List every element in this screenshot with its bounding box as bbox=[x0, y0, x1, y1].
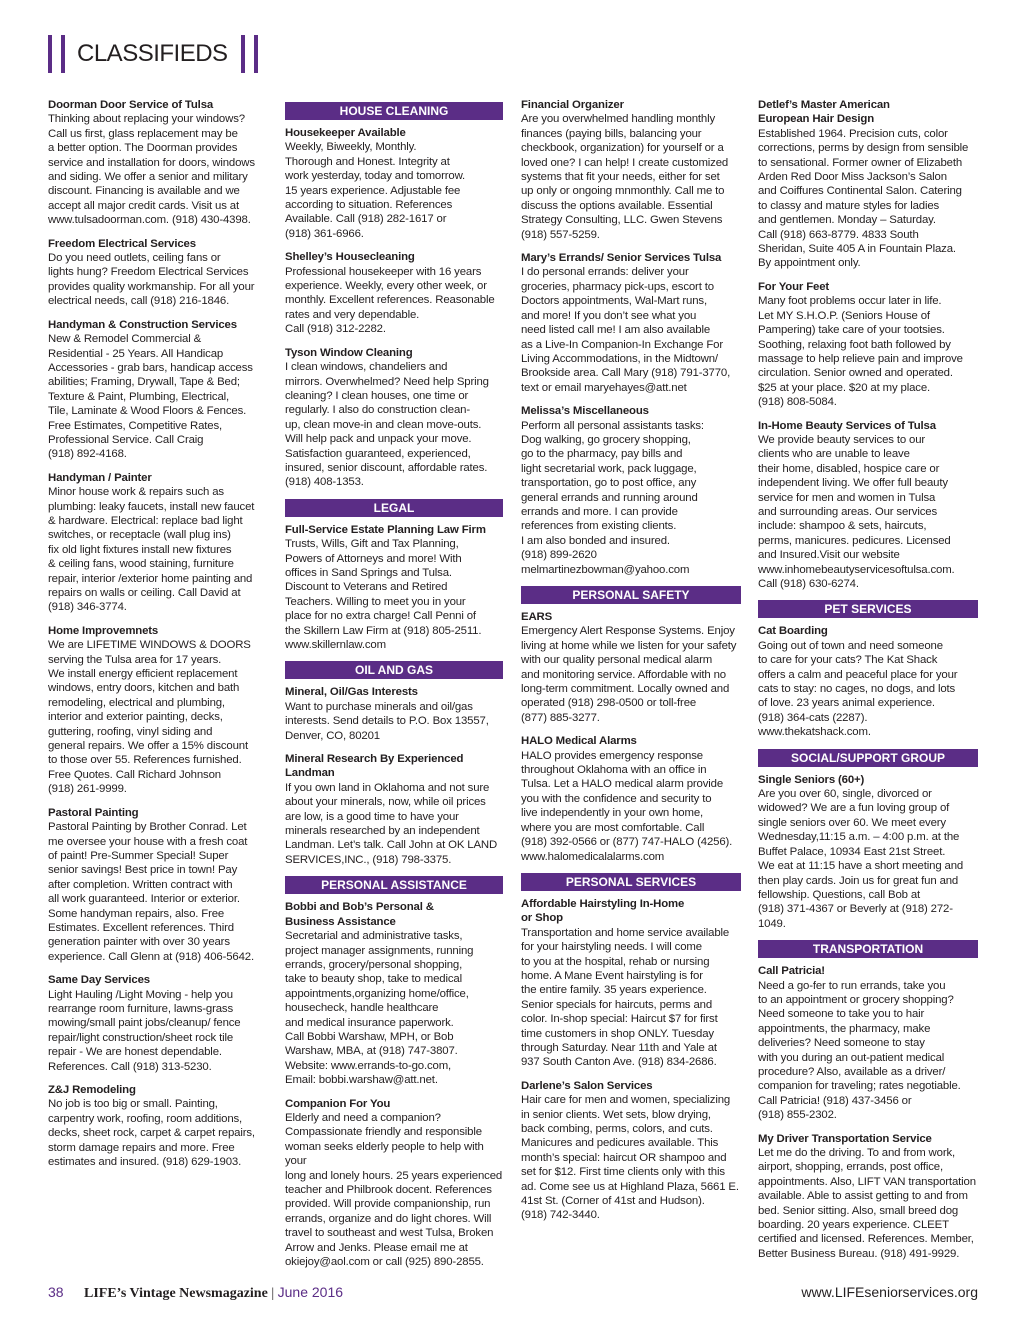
classified-ad bbox=[521, 98, 741, 242]
classified-ad bbox=[521, 610, 741, 725]
ad-title: Mineral Research By Experienced Landman bbox=[285, 753, 464, 780]
ad-title: Darlene’s Salon Services bbox=[521, 1079, 653, 1092]
column-2 bbox=[285, 98, 503, 1278]
footer-separator: | bbox=[271, 1286, 275, 1301]
page-header bbox=[48, 34, 258, 74]
section-heading: PERSONAL SERVICES bbox=[521, 873, 741, 891]
ad-body: Professional housekeeper with 16 years experience. Weekly, every other week, or monthly. Excellent references. Reasonable rates and very dependable. Call (918) 312-2282. bbox=[285, 265, 495, 336]
ad-title: HALO Medical Alarms bbox=[521, 735, 637, 748]
ad-body: Secretarial and administrative tasks, project manager assignments, running errands, grocery/personal shopping, take to beauty shop, take to medical appointments,organizing home/office, housecheck, handle healthcare and medical insurance paperwork. Call Bobbi Warshaw, MPH, or Bob Warshaw, MBA, at (918) 747-3807. Website: www.errands-to-go.com, Email: bobbi.warshaw@att.net. bbox=[285, 930, 474, 1087]
ad-title: Financial Organizer bbox=[521, 99, 624, 111]
classified-ad bbox=[758, 1132, 978, 1262]
ad-body: I do personal errands: deliver your groceries, pharmacy pick-ups, escort to Doctors appointments, Wal-Mart runs, and more! If you don’t see what you need listed call me! I am also available as a Live-In Companion-In Exchange For Living Accommodations, in the Midtown/ Brookside area. Call Mary (918) 791-3770, text or email maryehayes@att.net bbox=[521, 266, 731, 394]
column-4 bbox=[758, 98, 978, 1270]
column-3 bbox=[521, 98, 741, 1232]
classified-ad bbox=[285, 1097, 503, 1270]
ad-title: Handyman & Construction Services bbox=[48, 318, 237, 331]
classified-ad bbox=[48, 806, 263, 964]
ad-body: Transportation and home service available for your hairstyling needs. I will come to you at the hospital, rehab or nursing home. A Mane Event hairstyling is for the entire family. 35 years experience. Senior specials for haircuts, perms and color. In-shop special: Haircut $7 for first time customers in shop ONLY. Tuesday through Saturday. Near 11th and Yale at 937 South Canton Ave. (918) 834-2686. bbox=[521, 926, 730, 1069]
ad-body: Thinking about replacing your windows? Call us first, glass replacement may be a better option. The Doorman provides service and installation for doors, windows and siding. We offer a senior and military discount. Financing is available and we accept all major credit cards. Visit us at www.tulsadoorman.com. (918) 430-4398. bbox=[48, 113, 255, 227]
ad-title: Detlef’s Master American European Hair Design bbox=[758, 99, 890, 126]
ad-title: Handyman / Painter bbox=[48, 471, 152, 484]
header-right-bars bbox=[241, 35, 258, 73]
ad-title: Companion For You bbox=[285, 1097, 391, 1110]
ad-title: Same Day Services bbox=[48, 974, 150, 987]
classified-ad bbox=[758, 624, 978, 739]
classified-ad bbox=[48, 237, 263, 309]
issue-date: June 2016 bbox=[277, 1284, 344, 1300]
ad-title: For Your Feet bbox=[758, 280, 830, 293]
ad-body: No job is too big or small. Painting, carpentry work, roofing, room additions, decks, sheet rock, carpet & carpet repairs, storm damage repairs and more. Free estimates and insured. (918) 629-1903. bbox=[48, 1098, 255, 1169]
classified-ad bbox=[758, 964, 978, 1122]
section-heading: LEGAL bbox=[285, 499, 503, 517]
classified-ad bbox=[285, 250, 503, 336]
ad-title: My Driver Transportation Service bbox=[758, 1132, 932, 1145]
ad-body: HALO provides emergency response throughout Oklahoma with an office in Tulsa. Let a HALO medical alarm provide you with the confidence and security to live independently in your own home, where you are most comfortable. Call (918) 392-0566 or (877) 747-HALO (4256). www.halomedicalalarms.com bbox=[521, 749, 733, 863]
section-heading: PERSONAL ASSISTANCE bbox=[285, 876, 503, 894]
ad-title: Melissa’s Miscellaneous bbox=[521, 405, 649, 418]
section-heading: OIL AND GAS bbox=[285, 661, 503, 679]
section-heading: HOUSE CLEANING bbox=[285, 102, 503, 120]
ad-body: Weekly, Biweekly, Monthly. Thorough and Honest. Integrity at work yesterday, today and tomorrow. 15 years experience. Adjustable fee according to situation. References Available. Call (918) 282-1617 or (918) 361-6966. bbox=[285, 141, 466, 240]
page-number: 38 bbox=[48, 1284, 64, 1300]
classified-ad bbox=[48, 98, 263, 228]
classified-ad bbox=[48, 318, 263, 462]
page-footer bbox=[0, 1284, 1024, 1304]
column-1 bbox=[48, 98, 263, 1178]
classified-ad bbox=[48, 624, 263, 797]
ad-body: Are you overwhelmed handling monthly finances (paying bills, balancing your checkbook, organization) for yourself or a loved one? I can help! I create customized systems that fit your needs, either for set up only or ongoing mnmonthly. Call me to discuss the options available. Essential Strategy Consulting, LLC. Gwen Stevens (918) 557-5259. bbox=[521, 113, 729, 241]
ad-title: Full-Service Estate Planning Law Firm bbox=[285, 523, 486, 536]
ad-title: Shelley’s Housecleaning bbox=[285, 251, 415, 264]
classified-ad bbox=[521, 734, 741, 864]
classified-ad bbox=[48, 973, 263, 1074]
ad-title: EARS bbox=[521, 611, 553, 623]
classified-ad bbox=[285, 685, 503, 743]
ad-body: Emergency Alert Response Systems. Enjoy living at home while we listen for your safety with our quality personal medical alarm and monitoring service. Affordable with no long-term commitment. Locally owned and operated (918) 298-0500 or toll-free (877) 885-3277. bbox=[521, 625, 737, 724]
ad-body: Hair care for men and women, specializing in senior clients. Wet sets, blow drying, back combing, perms, colors, and cuts. Manicures and pedicures available. This month’s special: haircut OR shampoo and set for $12. First time clients only with this ad. Come see us at Highland Plaza, 5661 E. 41st St. (Corner of 41st and Hudson). (918) 742-3440. bbox=[521, 1094, 739, 1222]
classified-ad bbox=[48, 1083, 263, 1169]
ad-body: Minor house work & repairs such as plumbing: leaky faucets, install new faucet & hardware. Electrical: replace bad light switches, or receptacle (wall plug ins) fix old light fixtures install new fixtures & ceiling fans, wood staining, furniture repair, interior /exterior home painting and repairs on walls or ceiling. Call David at (918) 346-3774. bbox=[48, 486, 255, 614]
classified-ad bbox=[521, 251, 741, 395]
ad-title: Bobbi and Bob’s Personal & Business Assistance bbox=[285, 901, 434, 928]
publication-title: LIFE’s Vintage Newsmagazine bbox=[84, 1286, 268, 1301]
ad-title: Housekeeper Available bbox=[285, 127, 406, 139]
ad-body: Trusts, Wills, Gift and Tax Planning, Powers of Attorneys and more! With offices in Sand Springs and Tulsa. Discount to Veterans and Retired Teachers. Willing to meet you in your place for no extra charge! Call Penni of the Skillern Law Firm at (918) 805-2511. www.skillernlaw.com bbox=[285, 538, 482, 651]
classified-ad bbox=[285, 346, 503, 490]
ad-title: Affordable Hairstyling In-Home or Shop bbox=[521, 897, 685, 925]
header-left-bars bbox=[48, 35, 65, 73]
ad-title: Home Improvemnets bbox=[48, 624, 159, 637]
classified-ad bbox=[285, 752, 503, 867]
classified-ad bbox=[758, 98, 978, 271]
ad-body: Going out of town and need someone to care for your cats? The Kat Shack offers a calm and peaceful place for your cats to stay: no cages, no dogs, and lots of love. 23 years animal experience. (918) 364-cats (2287). www.thekatshack.com. bbox=[758, 639, 958, 739]
classified-ad bbox=[285, 900, 503, 1087]
classified-ad bbox=[521, 404, 741, 577]
classified-ad bbox=[521, 1079, 741, 1223]
classified-ad bbox=[521, 897, 741, 1070]
ad-body: Established 1964. Precision cuts, color corrections, perms by design from sensible to sensational. Former owner of Elizabeth Arden Red Door Miss Jackson’s Salon and Coiffures Continental Salon. Catering to classy and mature styles for ladies and gentlemen. Monday – Saturday. Call (918) 663-8779. 4833 South Sheridan, Suite 405 A in Fountain Plaza. By appointment only. bbox=[758, 127, 969, 270]
ad-title: In-Home Beauty Services of Tulsa bbox=[758, 419, 936, 432]
ad-body: Many foot problems occur later in life. Let MY S.H.O.P. (Seniors House of Pampering) take care of your tootsies. Soothing, relaxing foot bath followed by massage to help relieve pain and improve circulation. Senior owned and operated. $25 at your place. $20 at my place. (918) 808-5084. bbox=[758, 295, 963, 409]
ad-body: Elderly and need a companion? Compassionate friendly and responsible woman seeks elderly people to help with your long and lonely hours. 25 years experienced teacher and Philbrook docent. References provided. Will provide companionship, run errands, organize and do light chores. Will travel to southeast and west Tulsa, Broken Arrow and Jenks. Please email me at okiejoy@aol.com or call (925) 890-2855. bbox=[285, 1111, 503, 1269]
section-heading: PET SERVICES bbox=[758, 600, 978, 618]
ad-title: Call Patricia! bbox=[758, 965, 825, 978]
classified-ad bbox=[758, 280, 978, 410]
classified-ad bbox=[285, 126, 503, 241]
section-heading: SOCIAL/SUPPORT GROUP bbox=[758, 749, 978, 767]
ad-title: Doorman Door Service of Tulsa bbox=[48, 99, 214, 111]
ad-body: Pastoral Painting by Brother Conrad. Let me oversee your house with a fresh coat of paint! Pre-Summer Special! Super senior savings! Best price in town! Pay after completion. Written contract with all work guaranteed. Interior or exterior. Some handyman repairs, also. Free Estimates. Excellent references. Third generation painter with over 30 years experience. Call Glenn at (918) 406-5642. bbox=[48, 821, 254, 963]
website-link[interactable]: www.LIFEseniorservices.org bbox=[801, 1284, 978, 1300]
classified-ad bbox=[285, 523, 503, 653]
ad-title: Z&J Remodeling bbox=[48, 1084, 136, 1096]
ad-title: Mary’s Errands/ Senior Services Tulsa bbox=[521, 252, 722, 265]
ad-body: Light Hauling /Light Moving - help you rearrange room furniture, lawns-grass mowing/small paint jobs/cleanup/ fence repair/light construction/sheet rock tile repair - We are honest dependable. References. Call (918) 313-5230. bbox=[48, 988, 241, 1073]
ad-title: Tyson Window Cleaning bbox=[285, 346, 413, 359]
ad-body: Need a go-fer to run errands, take you to an appointment or grocery shopping? Need someone to take you to hair appointments, the pharmacy, make deliveries? Need someone to stay with you during an out-patient medical procedure? Also, available as a driver/ companion for traveling; rates negotiable. Call Patricia! (918) 437-3456 or (918) 855-2302. bbox=[758, 979, 961, 1122]
section-heading: PERSONAL SAFETY bbox=[521, 586, 741, 604]
ad-title: Cat Boarding bbox=[758, 625, 828, 638]
ad-title: Mineral, Oil/Gas Interests bbox=[285, 686, 418, 699]
classified-ad bbox=[758, 773, 978, 931]
classified-ad bbox=[48, 471, 263, 615]
ad-body: Perform all personal assistants tasks: Dog walking, go grocery shopping, go to the pharmacy, pay bills and light secretarial work, pack luggage, transportation, go to post office, any general errands and running around errands and more. I can provide references from existing clients. I am also bonded and insured. (918) 899-2620 melmartinezbowman@yahoo.com bbox=[521, 419, 704, 576]
ad-body: If you own land in Oklahoma and not sure about your minerals, now, while oil prices are low, is a good time to have your minerals researched by an independent Landman. Let’s talk. Call John at OK LAND SERVICES,INC., (918) 798-3375. bbox=[285, 781, 498, 866]
ad-body: Do you need outlets, ceiling fans or lights hung? Freedom Electrical Services provides quality workmanship. For all your electrical needs, call (918) 216-1846. bbox=[48, 252, 255, 308]
ad-body: Let me do the driving. To and from work, airport, shopping, errands, post office, appointments. Also, LIFT VAN transportation available. Able to assist getting to and from bed. Senior sitting. Also, small breed dog boarding. 20 years experience. CLEET certified and licensed. References. Member, Better Business Bureau. (918) 491-9929. bbox=[758, 1147, 976, 1260]
ad-body: I clean windows, chandeliers and mirrors. Overwhelmed? Need help Spring cleaning? I clean houses, one time or regularly. I also do construction clean- up, clean move-in and clean move-outs. Will help pack and unpack your move. Satisfaction guaranteed, experienced, insured, senior discount, affordable rates. (918) 408-1353. bbox=[285, 361, 489, 489]
ad-title: Freedom Electrical Services bbox=[48, 237, 196, 250]
ad-title: Single Seniors (60+) bbox=[758, 773, 865, 786]
ad-body: We are LIFETIME WINDOWS & DOORS serving the Tulsa area for 17 years. We install energy efficient replacement windows, entry doors, kitchen and bath remodeling, electrical and plumbing, interior and exterior painting, decks, guttering, roofing, vinyl siding and general repairs. We offer a 15% discount to those over 55. References furnished. Free Quotes. Call Richard Johnson (918) 261-9999. bbox=[48, 639, 251, 796]
page-title: CLASSIFIEDS bbox=[77, 40, 228, 67]
ad-body: Are you over 60, single, divorced or widowed? We are a fun loving group of single seniors over 60. We meet every Wednesday,11:15 a.m. – 4:00 p.m. at the Buffet Palace, 10934 East 21st Street. We eat at 11:15 have a short meeting and then play cards. Join us for great fun and fellowship. Questions, call Bob at (918) 371-4367 or Beverly at (918) 272-1049. bbox=[758, 788, 964, 930]
ad-title: Pastoral Painting bbox=[48, 806, 139, 819]
classified-ad bbox=[758, 419, 978, 592]
publication-name bbox=[84, 1284, 343, 1302]
ad-body: New & Remodel Commercial & Residential - 25 Years. All Handicap Accessories - grab bars, handicap access abilities; Framing, Drywall, Tape & Bed; Texture & Paint, Plumbing, Electrical, Tile, Laminate & Wood Floors & Fences. Free Estimates, Competitive Rates, Professional Service. Call Craig (918) 892-4168. bbox=[48, 333, 253, 461]
ad-body: We provide beauty services to our clients who are unable to leave their home, disabled, hospice care or independent living. We offer full beauty service for men and women in Tulsa and surrounding areas. Our services include: shampoo & sets, haircuts, perms, manicures. pedicures. Licensed and Insured.Visit our website www.inhomebeautyservicesoftulsa.com. Call (918) 630-6274. bbox=[758, 433, 955, 590]
section-heading: TRANSPORTATION bbox=[758, 940, 978, 958]
ad-body: Want to purchase minerals and oil/gas interests. Send details to P.O. Box 13557, Denver, CO, 80201 bbox=[285, 700, 489, 742]
